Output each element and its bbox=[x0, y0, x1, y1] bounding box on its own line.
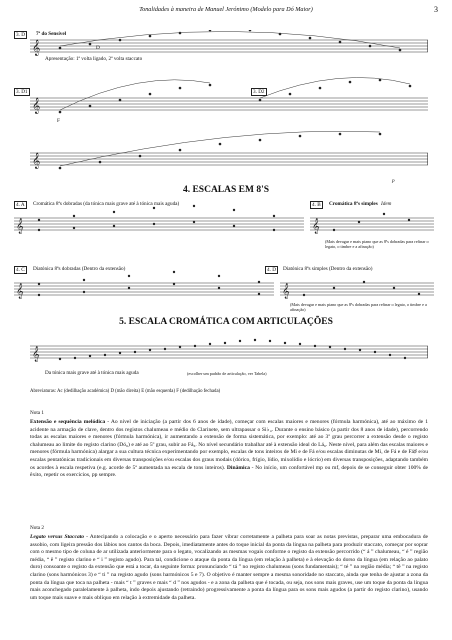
note1-text bbox=[30, 419, 428, 480]
section4-staves bbox=[14, 200, 434, 310]
section5-heading: 5. ESCALA CROMÁTICA COM ARTICULAÇÕES bbox=[119, 317, 333, 327]
mark-d: D bbox=[96, 45, 100, 51]
svg-text:𝄞: 𝄞 bbox=[32, 346, 40, 361]
exercise-4d-title: Diatónica 8ªs simples (Dentro da extensão) bbox=[283, 266, 373, 272]
exercise-4b-title: Cromática 8ªs simples bbox=[329, 201, 378, 207]
exercise-4b-note: (Mais devagar e mais piano que as 8ªs dobradas para refinar o legato, o timbre e a afinação) bbox=[325, 239, 429, 249]
exercise-3d-box: 3. D bbox=[16, 32, 25, 38]
exercise-4a-title: Cromática 8ªs dobradas (da tónica mais grave até à tónica mais aguda) bbox=[33, 201, 180, 207]
note2-term: Legato versus Staccato bbox=[30, 534, 85, 540]
exercise-4d-note: (Mais devagar e mais piano que as 8ªs dobradas para refinar o legato, o timbre e a afinação) bbox=[290, 302, 427, 312]
svg-text:𝄞: 𝄞 bbox=[32, 154, 41, 169]
exercise-4b-box: 4. B bbox=[312, 202, 321, 208]
note1-body: - Ao nível de iniciação (a partir dos 6 anos de idade), começar com escalas maiores e menores (fórmula harmónica), até ao máximo de 1 acidente na armação de clave, dentro dos registos chalumeau e médio do Clarinete, sem ultrapassar o Si♭₄. Durante o ensino básico (a partir dos 8 anos de idade), percorrendo todas as escalas maiores e menores (fórmula harmónica), ir aumentando a extensão de forma sistemática, por exemplo: até ao 3º grau percorrer a extensão desde o registo chalumeau ao limite do registo clarino (Dó₆) e até ao 5º grau, subir ao Fá₆. No nível secundário trabalhar até à extensão ideal do Lá₆. Neste nível, para além das escalas maiores e menores (fórmula harmónica) alargar a sua cultura técnica experimentando por exemplo, escalas de tons inteiros de Mi e de Fá e/ou escalas diminutas de Mi, de Fá e de Fá♯ e/ou escalas pentatónicas tradicionais em diversas transposições e/ou escalas dos graus modais (dórico, frígio, lídio, mixolídio e lócrio) em diversas transposições, adaptando também os acordes à escala respetiva (e.g. acorde de 5ª aumentada na escala de tons inteiros). bbox=[30, 419, 428, 471]
exercise-3d-title: 7ª do Sensível bbox=[36, 31, 67, 37]
exercise-3d-presentation: Apresentação: 1ª volta ligado, 2ª volta staccato bbox=[45, 56, 143, 62]
note1-term2: Dinâmica bbox=[226, 464, 250, 471]
svg-text:𝄞: 𝄞 bbox=[312, 218, 320, 233]
svg-text:𝄞: 𝄞 bbox=[16, 283, 24, 298]
section5-staff bbox=[30, 332, 428, 368]
mark-p: p bbox=[392, 178, 395, 184]
page-number: 3 bbox=[434, 5, 438, 14]
exercise-4d-box: 4. D bbox=[267, 267, 276, 273]
exercise-4b-idem: Idem bbox=[381, 201, 392, 207]
note2-body: - Antecipando a colocação e o aperto necessário para fazer vibrar corretamente a palheta para soar as notas previstas, preparar uma embocadura de assobio, com ligeira pressão dos lábios nos cantos da boca. Depois, imediatamente antes do toque inicial da ponta da língua na palheta para produzir staccato, começar por soprar com o mesmo tipo de coluna de ar utilizada anteriormente para o legato, vocalizando as mesmas vogais conforme o registo da extensão percorrido (“ á ” chalumeau, “ é ” região média, “ ê ” registo clarino e “ i ” registo agudo). Para tal, condicione o ataque da ponta da língua (em relação à palheta) e à elevação do dorso da língua (em relação ao palato duro) consoante o registo da extensão que está a tocar, da seguinte forma: pronunciando “ tá ” no registo chalumeau (sons fundamentais); “ té ” na região média; “ tê ” na registo clarino (sons harmónicos 3) e “ ti ” na registo agudo (sons harmónicos 5 e 7). O objetivo é manter sempre a mesma sonoridade no staccato, ainda que tenha de ajustar a zona da ponta da língua que toca na palheta - mais “ t ” graves e mais “ d ” nos agudos - e a zona da palheta que é tocada, ou seja, nos sons mais graves, use um toque da ponta da língua mais aconchegado paralelamente à palheta, indo depois ajustando (retraindo) progressivamente a ponta da língua para os sons mais agudos (a partir do registo clarino), usando um toque mais suave e mais oblíquo em relação à extremidade da palheta. bbox=[30, 534, 428, 601]
note1-term: Extensão e sequência melódica bbox=[30, 419, 106, 425]
section4-heading: 4. ESCALAS EM 8'S bbox=[182, 185, 270, 195]
mark-f: F bbox=[57, 118, 60, 124]
note2-text bbox=[30, 534, 428, 602]
note1-body2: - No início, um confortável mp ou mf, depois de se conseguir obter 100% de êxito, repetir os exercícios, pp sempre. bbox=[30, 464, 428, 479]
exercise-4c-box: 4. C bbox=[16, 267, 25, 273]
svg-text:𝄞: 𝄞 bbox=[16, 218, 24, 233]
note2-title: Nota 2 bbox=[30, 525, 44, 531]
svg-text:𝄞: 𝄞 bbox=[32, 41, 41, 56]
note1-title: Nota 1 bbox=[30, 410, 44, 416]
section3-staves bbox=[30, 30, 428, 180]
svg-text:𝄞: 𝄞 bbox=[32, 99, 41, 114]
abbreviations: Abreviaturas: Ac (dedilhação académica) D (mão direita) E (mão esquerda) F (dedilhação fechada) bbox=[30, 389, 221, 394]
exercise-4a-box: 4. A bbox=[16, 202, 25, 208]
svg-text:𝄞: 𝄞 bbox=[282, 283, 290, 298]
page-header: Tonalidades à maneira de Manuel Jerónimo (Modelo para Dó Maior) bbox=[139, 6, 313, 13]
exercise-3d1-box: 3. D1 bbox=[16, 89, 28, 95]
section5-caption: Da tónica mais grave até à tónica mais aguda bbox=[45, 370, 139, 376]
exercise-3d2-box: 3. D2 bbox=[253, 89, 265, 95]
section5-caption-small: (escolher um padrão de articulação, ver Tabela) bbox=[187, 371, 267, 376]
exercise-4c-title: Diatónica 8ªs dobradas (Dentro da extensão) bbox=[33, 266, 126, 272]
